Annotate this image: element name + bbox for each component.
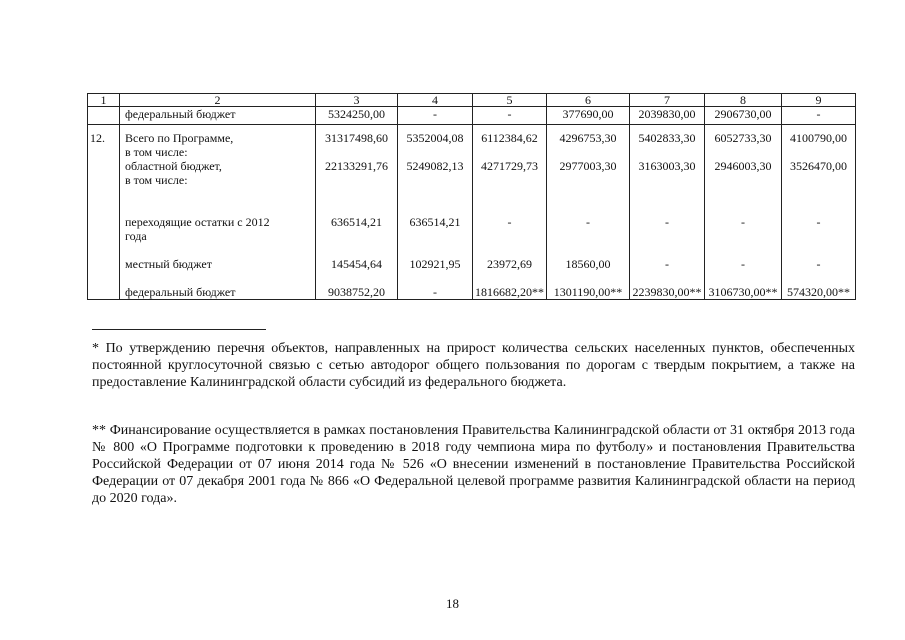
header-cell: 9 [782,94,856,107]
total-value: 31317498,60 [325,131,388,145]
carry-value: - [665,215,669,229]
row-number-cell: 12. [88,125,120,300]
regional-value: 22133291,76 [325,159,388,173]
carry-label: переходящие остатки с 2012 [125,215,270,229]
header-cell: 5 [473,94,547,107]
budget-table [87,93,856,300]
values-col-7 [630,125,705,300]
local-value: 102921,95 [409,257,461,271]
value-cell: 2906730,00 [705,107,782,125]
carry-value: 636514,21 [331,215,382,229]
regional-value: 4271729,73 [481,159,538,173]
local-value: 145454,64 [331,257,382,271]
local-value: - [741,257,745,271]
regional-value: 3526470,00 [790,159,847,173]
local-value: - [816,257,821,271]
federal-value: 9038752,20 [328,285,385,299]
regional-sublabel: в том числе: [125,173,188,187]
total-sublabel: в том числе: [125,145,188,159]
row-label: федеральный бюджет [120,107,316,125]
values-col-9 [782,125,856,300]
footnote-1: * По утверждению перечня объектов, направленных на прирост количества сельских населенных пунктов, обеспеченных постоянной круглосуточной связью с сетью автодорог общего пользования по дорогам с твердым покрытием, а также на предоставление Калининградской области субсидий из федерального бюджета. [92,341,855,390]
total-value: 5402833,30 [638,131,696,145]
values-col-3 [316,125,398,300]
carry-value: - [816,215,821,229]
federal-value: - [433,285,437,299]
header-cell: 3 [316,94,398,107]
page-number: 18 [446,596,459,611]
federal-label: федеральный бюджет [125,285,236,299]
regional-label: областной бюджет, [125,159,222,173]
header-cell: 2 [120,94,316,107]
table-row-federal-top [88,107,856,125]
regional-value: 2977003,30 [559,159,617,173]
federal-value: 3106730,00** [708,285,778,299]
carry-value: - [741,215,745,229]
regional-value: 2946003,30 [714,159,772,173]
federal-value: 1301190,00** [553,285,623,299]
total-value: 4100790,00 [790,131,847,145]
header-cell: 6 [547,94,630,107]
total-value: 4296753,30 [559,131,617,145]
regional-value: 5249082,13 [406,159,464,173]
federal-value: 1816682,20** [475,285,544,299]
values-col-5 [473,125,547,300]
table-header-row [88,94,856,107]
header-cell: 4 [398,94,473,107]
local-value: 23972,69 [487,257,532,271]
row-labels-cell [120,125,316,300]
values-col-6 [547,125,630,300]
federal-value: 574320,00** [787,285,850,299]
value-cell: 377690,00 [547,107,630,125]
federal-value: 2239830,00** [632,285,702,299]
footnote-separator [92,329,266,330]
total-value: 5352004,08 [406,131,464,145]
row-number-cell [88,107,120,125]
values-col-4 [398,125,473,300]
total-value: 6052733,30 [714,131,772,145]
header-cell: 8 [705,94,782,107]
header-cell: 7 [630,94,705,107]
value-cell: - [782,107,856,125]
header-cell: 1 [88,94,120,107]
local-value: - [665,257,669,271]
value-cell: 5324250,00 [316,107,398,125]
value-cell: 2039830,00 [630,107,705,125]
regional-value: 3163003,30 [638,159,696,173]
table-row-12 [88,125,856,300]
values-col-8 [705,125,782,300]
total-label: Всего по Программе, [125,131,234,145]
carry-sublabel: года [125,229,147,243]
carry-value: - [586,215,590,229]
footnote-2: ** Финансирование осуществляется в рамках постановления Правительства Калининградской области от 31 октября 2013 года № 800 «О Программе подготовки к проведению в 2018 году чемпиона мира по футболу» и постановления Правительства Российской Федерации от 07 июня 2014 года № 526 «О внесении изменений в постановление Правительства Российской Федерации от 07 декабря 2001 года № 866 «О Федеральной целевой программе развития Калининградской области на период до 2020 года». [92,423,855,506]
local-label: местный бюджет [125,257,212,271]
carry-value: 636514,21 [409,215,461,229]
value-cell: - [398,107,473,125]
carry-value: - [507,215,512,229]
total-value: 6112384,62 [481,131,538,145]
value-cell: - [473,107,547,125]
local-value: 18560,00 [565,257,611,271]
